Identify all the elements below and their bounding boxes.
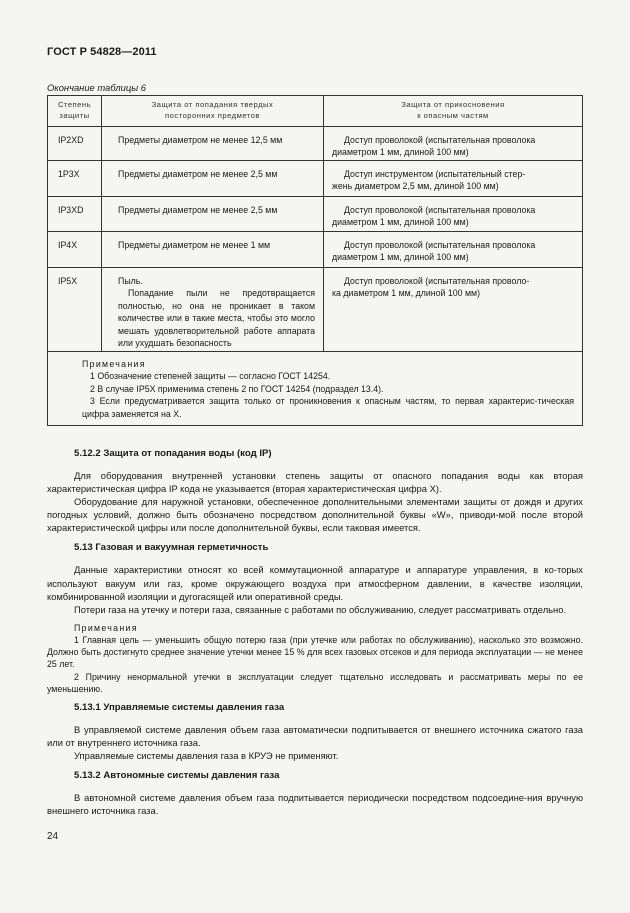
cell-access: Доступ проволокой (испытательная проволока диаметром 1 мм, длиной 100 мм) [324, 232, 583, 268]
protection-degree-table [47, 95, 583, 426]
paragraph: В автономной системе давления объем газа подпитывается периодически посредством подсоедине-ния вручную внешнего источника газа. [47, 792, 583, 817]
note: 1 Главная цель — уменьшить общую потерю газа (при утечке или работах по обслуживанию), насколько это возможно. Должно быть достигнуто среднее значение утечки менее 15 % для всех газовых отсеков и для периода эксплуатации — не менее 25 лет. [47, 635, 583, 670]
header-protection-degree: Степень защиты [48, 96, 102, 127]
cell-access: Доступ инструментом (испытательный стер- жень диаметром 2,5 мм, длиной 100 мм) [324, 161, 583, 197]
header-hazardous-parts: Защита от прикосновения к опасным частям [324, 96, 583, 127]
cell-code: IP5X [48, 268, 102, 352]
notes-title: Примечания [74, 622, 138, 633]
table-header-row [48, 96, 583, 127]
document-header: ГОСТ Р 54828—2011 [47, 46, 157, 58]
section-heading-5-13-2: 5.13.2 Автономные системы давления газа [74, 770, 280, 782]
table-notes-row [48, 352, 583, 426]
note: 2 Причину ненормальной утечки в эксплуатации следует тщательно исследовать и рассматривать меры по ее уменьшению. [47, 671, 583, 694]
cell-solid: Предметы диаметром не менее 1 мм [102, 232, 324, 268]
paragraph: Для оборудования внутренней установки степень защиты от опасного попадания воды как вторая характеристическая цифра IP кода не указывается (вторая характеристическая цифра Х). [47, 470, 583, 495]
cell-solid: Предметы диаметром не менее 2,5 мм [102, 161, 324, 197]
paragraph: Управляемые системы давления газа в КРУЭ не применяют. [74, 750, 339, 762]
cell-solid: Пыль. Попадание пыли не предотвращается полностью, но она не проникает в таком количестве или в такие места, чтобы это могло мешать удовлетворительной работе аппарата или ухудшать безопасность [102, 268, 324, 352]
cell-code: IP3XD [48, 197, 102, 232]
section-heading-5-13: 5.13 Газовая и вакуумная герметичность [74, 542, 269, 554]
cell-code: IP4X [48, 232, 102, 268]
table-row [48, 197, 583, 232]
cell-code: IP2XD [48, 127, 102, 161]
header-solid-objects: Защита от попадания твердых посторонних предметов [102, 96, 324, 127]
paragraph: Данные характеристики относят ко всей коммутационной аппаратуре и аппаратуре управления, в ко-торых используют вакуум или газ, кроме окружающего воздуха при атмосферном давлении, в качестве изоляции, комбинированной изоляции и дугогасящей или оперативной среды. [47, 564, 583, 602]
table-row [48, 127, 583, 161]
table-row [48, 232, 583, 268]
page-number: 24 [47, 831, 59, 842]
cell-code: 1P3X [48, 161, 102, 197]
table-row [48, 268, 583, 352]
cell-solid: Предметы диаметром не менее 2,5 мм [102, 197, 324, 232]
paragraph: В управляемой системе давления объем газа автоматически подпитывается от внешнего источника сжатого газа или от внутреннего источника газа. [47, 724, 583, 749]
table-row [48, 161, 583, 197]
section-heading-5-13-1: 5.13.1 Управляемые системы давления газа [74, 702, 285, 714]
cell-access: Доступ проволокой (испытательная проволо- ка диаметром 1 мм, длиной 100 мм) [324, 268, 583, 352]
paragraph: Оборудование для наружной установки, обеспеченное дополнительными элементами защиты от дождя и других погодных условий, должно быть обозначено посредством дополнительной буквы «W», приводи-мой после второй характеристической цифры или после дополнительной буквы, если таковая имеется. [47, 496, 583, 534]
cell-access: Доступ проволокой (испытательная проволока диаметром 1 мм, длиной 100 мм) [324, 197, 583, 232]
table-notes: Примечания 1 Обозначение степеней защиты — согласно ГОСТ 14254. 2 В случае IP5X применима степень 2 по ГОСТ 14254 (подраздел 13.4). 3 Если предусматривается защита только от проникновения к опасным частям, то первая характерис-тическая цифра заменяется на Х. [48, 352, 583, 426]
paragraph: Потери газа на утечку и потери газа, связанные с работами по обслуживанию, следует рассматривать отдельно. [74, 603, 567, 615]
section-heading-5-12-2: 5.12.2 Защита от попадания воды (код IP) [74, 448, 272, 459]
table-continuation-caption: Окончание таблицы 6 [47, 82, 146, 93]
document-body [47, 447, 583, 818]
cell-solid: Предметы диаметром не менее 12,5 мм [102, 127, 324, 161]
cell-access: Доступ проволокой (испытательная проволока диаметром 1 мм, длиной 100 мм) [324, 127, 583, 161]
